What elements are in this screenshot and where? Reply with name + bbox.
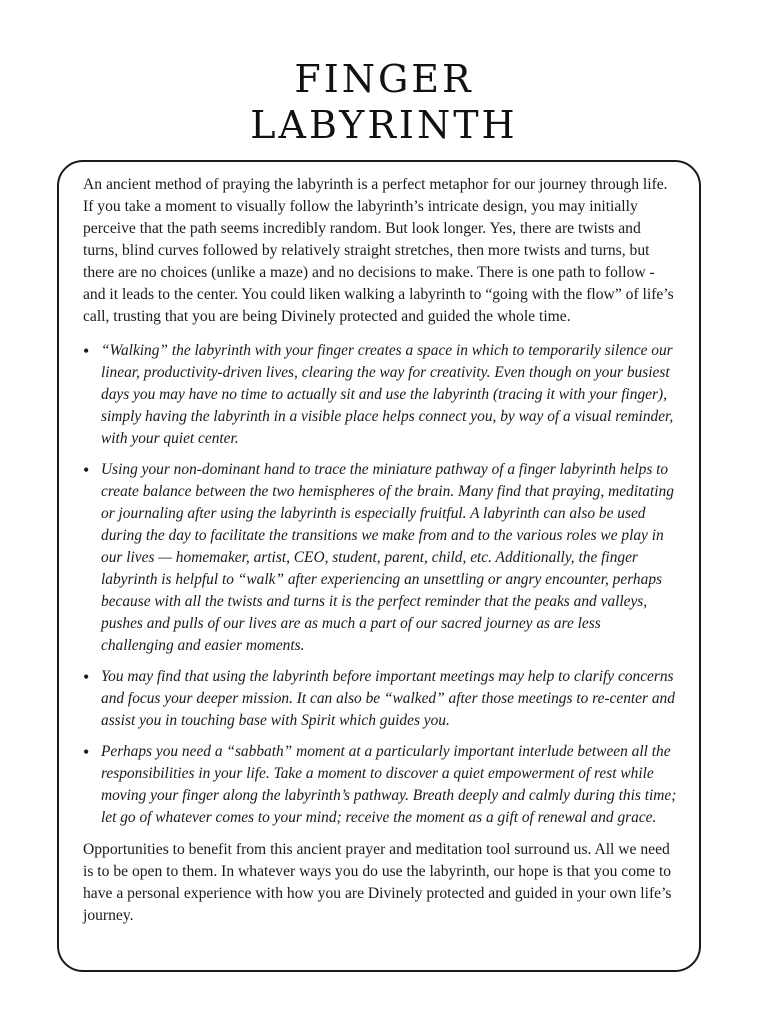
title-line-2: LABYRINTH xyxy=(250,103,518,147)
bullet-list xyxy=(83,340,677,829)
bullet-dot: • xyxy=(83,460,90,480)
bullet-item xyxy=(83,340,677,450)
closing-paragraph: Opportunities to benefit from this ancient prayer and meditation tool surround us. All we need is to be open to them. In whatever ways you do use the labyrinth, our hope is that you come to have a personal experience with how you are Divinely protected and guided in your own life’s journey. xyxy=(83,841,672,924)
bullet-text: Perhaps you need a “sabbath” moment at a particularly important interlude between all the responsibilities in your life. Take a moment to discover a quiet empowerment of rest while moving your finger along the labyrinth’s pathway. Breath deeply and calmly during this time; let go of whatever comes to your mind; receive the moment as a gift of renewal and grace. xyxy=(101,743,677,826)
content-panel xyxy=(57,160,701,972)
intro-paragraph: An ancient method of praying the labyrinth is a perfect metaphor for our journey through life. If you take a moment to visually follow the labyrinth’s intricate design, you may initially perceive that the path seems incredibly random. But look longer. Yes, there are twists and turns, blind curves followed by relatively straight stretches, then more twists and turns, but there are no choices (unlike a maze) and no decisions to make. There is one path to follow - and it leads to the center. You could liken walking a labyrinth to “going with the flow” of life’s call, trusting that you are being Divinely protected and guided the whole time. xyxy=(83,176,674,325)
bullet-dot: • xyxy=(83,667,90,687)
bullet-text: Using your non-dominant hand to trace the miniature pathway of a finger labyrinth helps to create balance between the two hemispheres of the brain. Many find that praying, meditating or journaling after using the labyrinth is especially fruitful. A labyrinth can also be used during the day to facilitate the transitions we make from and to the various roles we play in our lives — homemaker, artist, CEO, student, parent, child, etc. Additionally, the finger labyrinth is helpful to “walk” after experiencing an unsettling or angry encounter, perhaps because with all the twists and turns it is the perfect reminder that the peaks and valleys, pushes and pulls of our lives are as much a part of our sacred journey as are less challenging and easier moments. xyxy=(101,461,674,654)
bullet-text: “Walking” the labyrinth with your finger creates a space in which to temporarily silence our linear, productivity-driven lives, clearing the way for creativity. Even though on your busiest days you may have no time to actually sit and use the labyrinth (tracing it with your finger), simply having the labyrinth in a visible place helps connect you, by way of a visual reminder, with your quiet center. xyxy=(101,342,674,447)
page-title xyxy=(0,56,768,148)
bullet-text: You may find that using the labyrinth before important meetings may help to clarify concerns and focus your deeper mission. It can also be “walked” after those meetings to re-center and assist you in touching base with Spirit which guides you. xyxy=(101,668,675,729)
bullet-item xyxy=(83,459,677,657)
title-line-1: FINGER xyxy=(294,57,474,101)
bullet-dot: • xyxy=(83,742,90,762)
bullet-item xyxy=(83,666,677,732)
bullet-dot: • xyxy=(83,341,90,361)
bullet-item xyxy=(83,741,677,829)
